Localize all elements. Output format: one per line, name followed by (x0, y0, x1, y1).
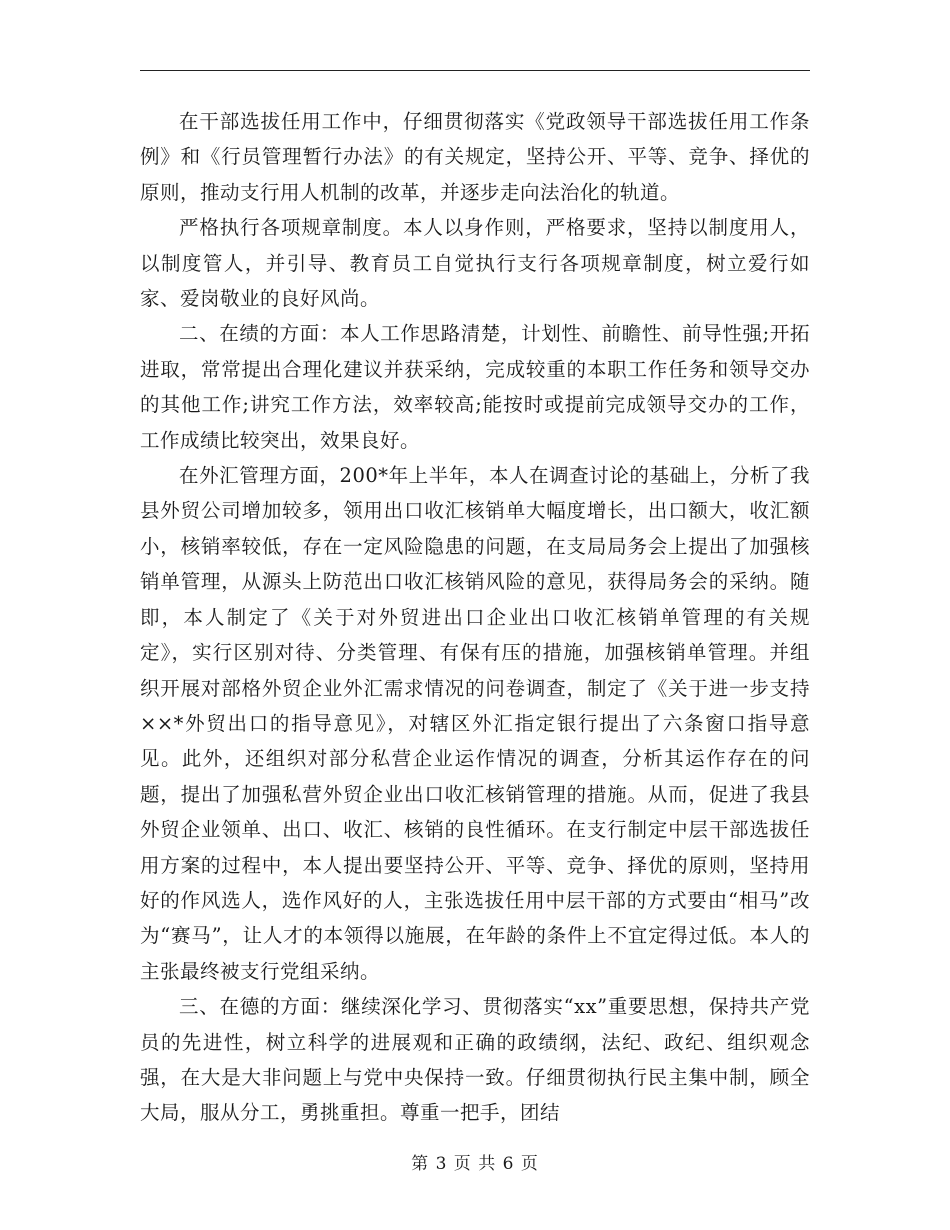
header-rule (140, 70, 810, 71)
document-body (140, 104, 810, 1131)
page-number: 第 3 页 共 6 页 (411, 1154, 539, 1174)
paragraph-cadre-selection: 在干部选拔任用工作中，仔细贯彻落实《党政领导干部选拔任用工作条例》和《行员管理暂行办法》的有关规定，坚持公开、平等、竞争、择优的原则，推动支行用人机制的改革，并逐步走向法治化的轨道。 (140, 110, 810, 204)
paragraph-forex-management: 在外汇管理方面，200*年上半年，本人在调查讨论的基础上，分析了我县外贸公司增加较多，领用出口收汇核销单大幅度增长，出口额大，收汇额小，核销率较低，存在一定风险隐患的问题，在支局局务会上提出了加强核销单管理，从源头上防范出口收汇核销风险的意见，获得局务会的采纳。随即，本人制定了《关于对外贸进出口企业出口收汇核销单管理的有关规定》，实行区别对待、分类管理、有保有压的措施，加强核销单管理。并组织开展对部格外贸企业外汇需求情况的问卷调查，制定了《关于进一步支持××*外贸出口的指导意见》，对辖区外汇指定银行提出了六条窗口指导意见。此外，还组织对部分私营企业运作情况的调查，分析其运作存在的问题，提出了加强私营外贸企业出口收汇核销管理的措施。从而，促进了我县外贸企业领单、出口、收汇、核销的良性循环。在支行制定中层干部选拔任用方案的过程中，本人提出要坚持公开、平等、竞争、择优的原则，坚持用好的作风选人，选作风好的人，主张选拔任用中层干部的方式要由“相马”改为“赛马”，让人才的本领得以施展，在年龄的条件上不宜定得过低。本人的主张最终被支行党组采纳。 (140, 464, 810, 983)
paragraph-morality: 三、在德的方面：继续深化学习、贯彻落实“xx”重要思想，保持共产党员的先进性，树立科学的进展观和正确的政绩纲，法纪、政纪、组织观念强，在大是大非问题上与党中央保持一致。仔细贯彻执行民主集中制，顾全大局，服从分工，勇挑重担。尊重一把手，团结 (140, 995, 810, 1125)
paragraph-performance: 二、在绩的方面：本人工作思路清楚，计划性、前瞻性、前导性强;开拓进取，常常提出合理化建议并获采纳，完成较重的本职工作任务和领导交办的其他工作;讲究工作方法，效率较高;能按时或提前完成领导交办的工作，工作成绩比较突出，效果良好。 (140, 322, 810, 452)
paragraph-rules-enforcement: 严格执行各项规章制度。本人以身作则，严格要求，坚持以制度用人，以制度管人，并引导、教育员工自觉执行支行各项规章制度，树立爱行如家、爱岗敬业的良好风尚。 (140, 216, 810, 311)
page-footer (0, 1152, 950, 1176)
